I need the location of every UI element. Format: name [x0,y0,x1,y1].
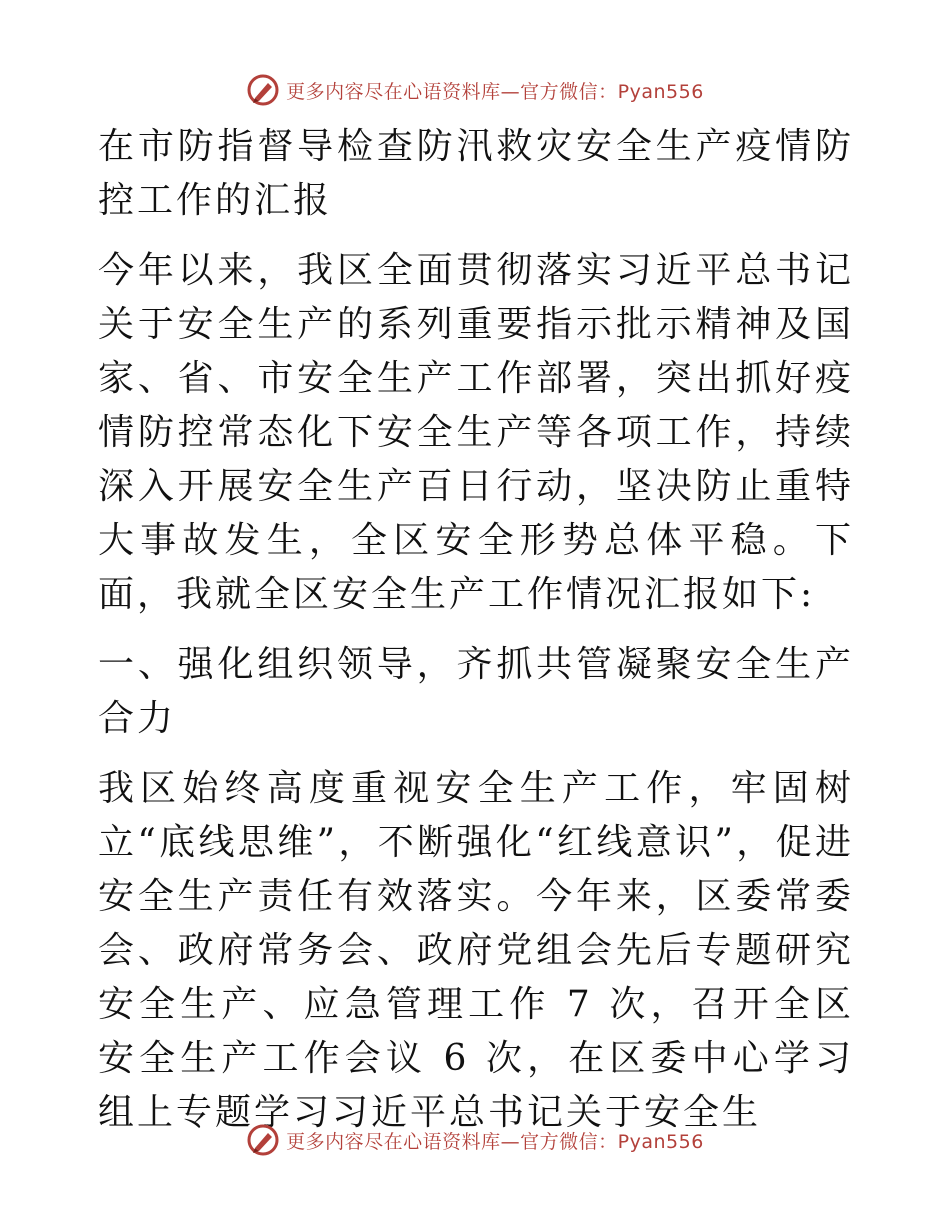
document-body [98,120,854,1140]
watermark-footer [0,1120,950,1160]
paragraph-intro: 今年以来，我区全面贯彻落实习近平总书记关于安全生产的系列重要指示批示精神及国家、省、市安全生产工作部署，突出抓好疫情防控常态化下安全生产等各项工作，持续深入开展安全生产百日行动，坚决防止重特大事故发生，全区安全形势总体平稳。下面，我就全区安全生产工作情况汇报如下: [98,250,854,615]
pen-logo-icon [246,1123,280,1157]
document-title: 在市防指督导检查防汛救灾安全生产疫情防控工作的汇报 [98,126,854,221]
section-heading-1: 一、强化组织领导，齐抓共管凝聚安全生产合力 [98,644,854,739]
watermark-text: 更多内容尽在心语资料库—官方微信：Pyan556 [286,80,704,103]
watermark-header [0,70,950,110]
paragraph-section-1: 我区始终高度重视安全生产工作，牢固树立“底线思维”，不断强化“红线意识”，促进安全生产责任有效落实。今年来，区委常委会、政府常务会、政府党组会先后专题研究安全生产、应急管理工作 7 次，召开全区安全生产工作会议 6 次，在区委中心学习组上专题学习习近平总书记关于安全生 [98,768,854,1133]
watermark-text: 更多内容尽在心语资料库—官方微信：Pyan556 [286,1130,704,1153]
pen-logo-icon [246,73,280,107]
